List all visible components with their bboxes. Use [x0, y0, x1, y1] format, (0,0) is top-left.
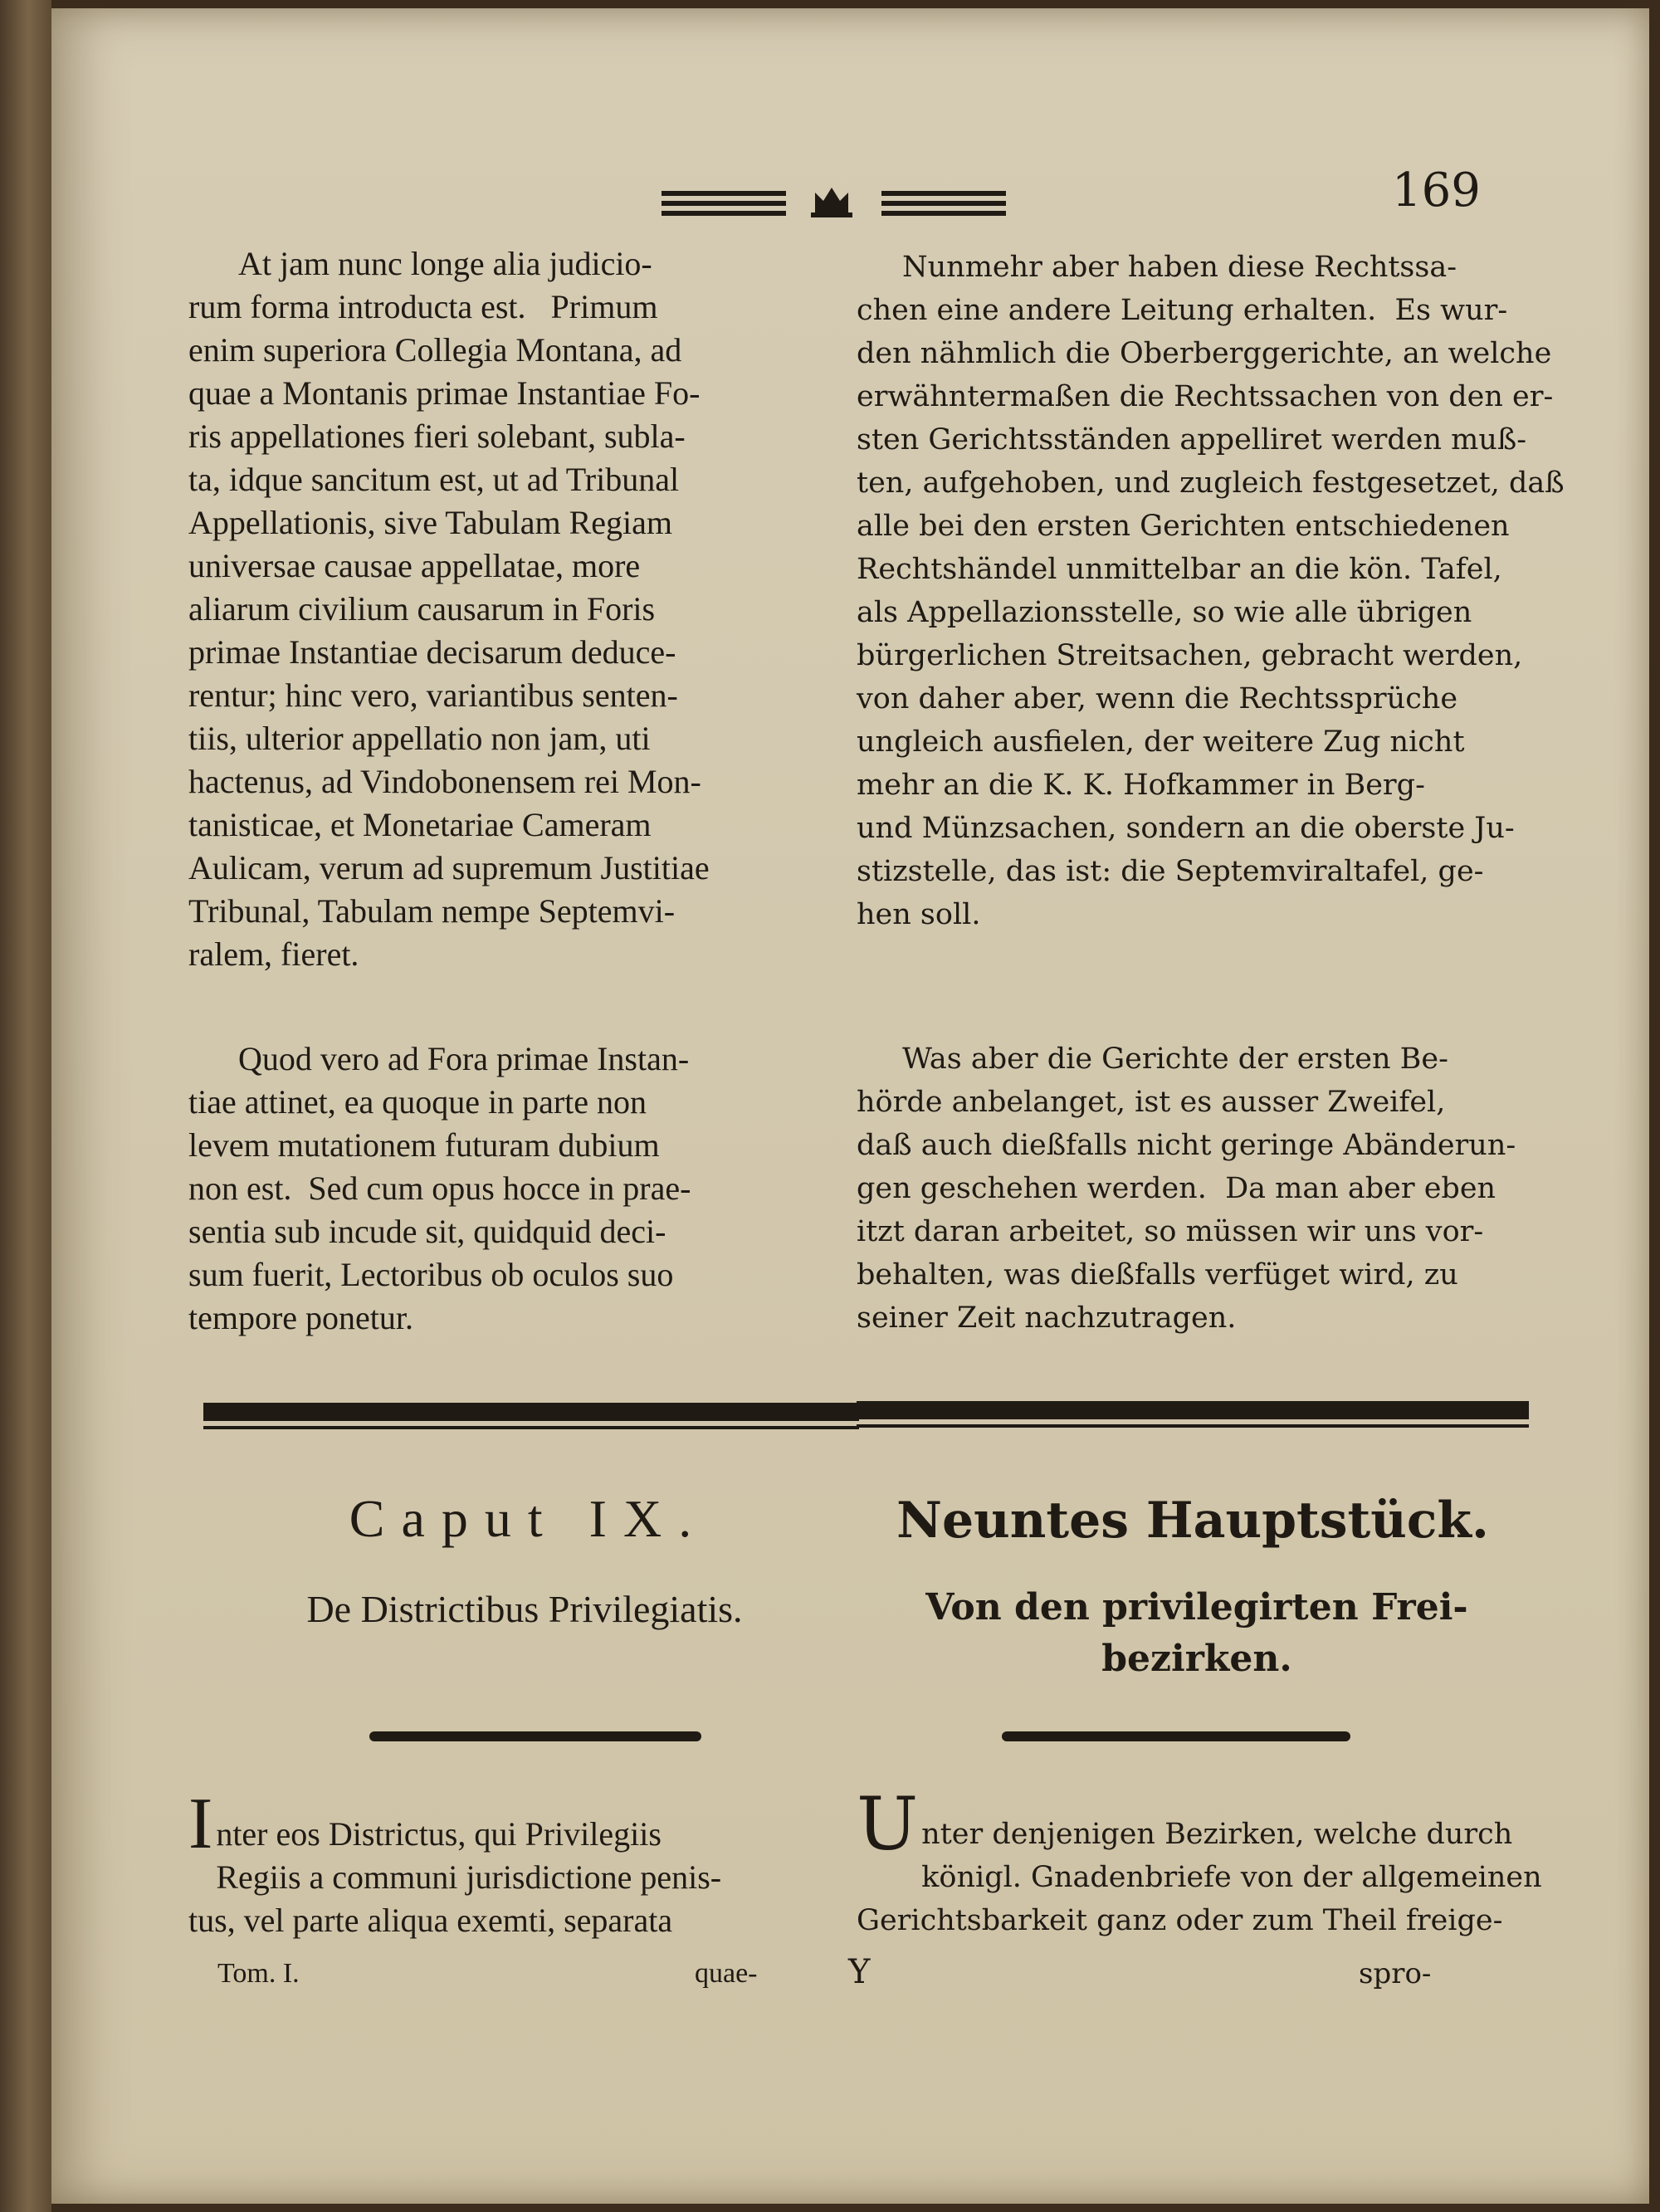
latin-paragraph-1 — [188, 242, 869, 976]
text-line: levem mutationem futuram dubium — [188, 1126, 660, 1164]
text-line: hen soll. — [857, 898, 981, 931]
subtitle-line: Von den privilegirten Frei- — [925, 1586, 1468, 1628]
text-line: Gerichtsbarkeit ganz oder zum Theil freige- — [857, 1904, 1503, 1937]
text-line: primae Instantiae decisarum deduce- — [188, 633, 676, 671]
text-line: Quod vero ad Fora primae Instan- — [238, 1040, 690, 1077]
text-line: Regiis a communi jurisdictione penis- — [216, 1858, 722, 1896]
text-line: tus, vel parte aliqua exemti, separata — [188, 1902, 673, 1939]
text-line: rentur; hinc vero, variantibus senten- — [188, 676, 678, 714]
text-line: behalten, was dießfalls verfüget wird, zu — [857, 1258, 1458, 1292]
text-line: nter eos Districtus, qui Privilegiis — [216, 1815, 662, 1853]
section-rule-left — [203, 1403, 859, 1421]
short-rule-right — [1002, 1731, 1350, 1741]
text-line: und Münzsachen, sondern an die oberste Ju- — [857, 812, 1515, 845]
text-line: ten, aufgehoben, und zugleich festgesetzet, daß — [857, 466, 1565, 500]
text-line: Nunmehr aber haben diese Rechtssa- — [902, 251, 1457, 284]
text-line: aliarum civilium causarum in Foris — [188, 590, 656, 627]
german-paragraph-1 — [857, 246, 1565, 936]
text-line: itzt daran arbeitet, so müssen wir uns vor- — [857, 1215, 1484, 1248]
text-line: ungleich ausfielen, der weitere Zug nicht — [857, 725, 1465, 759]
text-line: erwähntermaßen die Rechtssachen von den er- — [857, 380, 1554, 413]
chapter-heading-german: Neuntes Hauptstück. — [896, 1492, 1489, 1550]
text-line: alle bei den ersten Gerichten entschiedenen — [857, 510, 1510, 543]
short-rule-left — [369, 1731, 701, 1741]
chapter-heading-latin: Caput IX. — [349, 1489, 709, 1548]
text-line: chen eine andere Leitung erhalten. Es wur- — [857, 294, 1508, 327]
text-line: Was aber die Gerichte der ersten Be- — [902, 1043, 1448, 1076]
drop-cap: I — [188, 1784, 213, 1864]
volume-label: Tom. I. — [217, 1958, 300, 1989]
text-line: mehr an die K. K. Hofkammer in Berg- — [857, 769, 1425, 802]
text-line: sentia sub incude sit, quidquid deci- — [188, 1213, 666, 1250]
text-line: hörde anbelanget, ist es ausser Zweifel, — [857, 1086, 1446, 1119]
text-line: non est. Sed cum opus hocce in prae- — [188, 1169, 691, 1207]
german-paragraph-2 — [857, 1038, 1545, 1340]
section-rule-right — [857, 1401, 1529, 1419]
subtitle-line: bezirken. — [1101, 1638, 1292, 1680]
text-line: königl. Gnadenbriefe von der allgemeinen — [921, 1861, 1542, 1894]
text-line: gen geschehen werden. Da man aber eben — [857, 1172, 1496, 1205]
text-line: tempore ponetur. — [188, 1299, 414, 1336]
text-line: quae a Montanis primae Instantiae Fo- — [188, 374, 701, 412]
page-number: 169 — [1392, 164, 1481, 217]
text-line: bürgerlichen Streitsachen, gebracht werden, — [857, 639, 1523, 672]
text-line: At jam nunc longe alia judicio- — [238, 245, 652, 282]
text-line: nter denjenigen Bezirken, welche durch — [921, 1818, 1513, 1851]
signature-mark: Y — [848, 1953, 871, 1991]
latin-paragraph-3 — [188, 1784, 861, 1942]
text-line: daß auch dießfalls nicht geringe Abänderun- — [857, 1129, 1516, 1162]
text-line: hactenus, ad Vindobonensem rei Mon- — [188, 763, 701, 800]
header-ornament-icon — [662, 183, 1027, 221]
catchword-latin: quae- — [695, 1958, 758, 1989]
text-line: Rechtshändel unmittelbar an die kön. Tafel, — [857, 553, 1502, 586]
text-line: stizstelle, das ist: die Septemviraltafel, ge- — [857, 855, 1484, 888]
text-line: seiner Zeit nachzutragen. — [857, 1301, 1237, 1335]
text-line: rum forma introducta est. Primum — [188, 288, 658, 325]
chapter-subtitle-latin: De Districtibus Privilegiatis. — [306, 1588, 743, 1630]
text-line: tanisticae, et Monetariae Cameram — [188, 806, 652, 843]
text-line: tiis, ulterior appellatio non jam, uti — [188, 720, 651, 757]
text-line: ralem, fieret. — [188, 935, 359, 973]
text-line: tiae attinet, ea quoque in parte non — [188, 1083, 647, 1121]
text-line: Tribunal, Tabulam nempe Septemvi- — [188, 892, 676, 930]
text-line: enim superiora Collegia Montana, ad — [188, 331, 682, 369]
text-line: ta, idque sancitum est, ut ad Tribunal — [188, 461, 680, 498]
book-page — [51, 8, 1649, 2204]
book-spine — [0, 0, 51, 2212]
catchword-german: spro- — [1359, 1957, 1432, 1990]
text-line: ris appellationes fieri solebant, subla- — [188, 417, 686, 455]
text-line: als Appellazionsstelle, so wie alle übrigen — [857, 596, 1472, 629]
drop-cap: U — [857, 1781, 919, 1867]
text-line: Appellationis, sive Tabulam Regiam — [188, 504, 673, 541]
chapter-subtitle-german — [857, 1582, 1537, 1685]
text-line: universae causae appellatae, more — [188, 547, 641, 584]
latin-paragraph-2 — [188, 1038, 869, 1340]
text-line: sten Gerichtsständen appelliret werden muß- — [857, 423, 1527, 457]
text-line: sum fuerit, Lectoribus ob oculos suo — [188, 1256, 674, 1293]
text-line: von daher aber, wenn die Rechtssprüche — [857, 682, 1458, 715]
text-line: Aulicam, verum ad supremum Justitiae — [188, 849, 710, 886]
text-line: den nähmlich die Oberberggerichte, an welche — [857, 337, 1552, 370]
german-paragraph-3 — [857, 1781, 1545, 1942]
